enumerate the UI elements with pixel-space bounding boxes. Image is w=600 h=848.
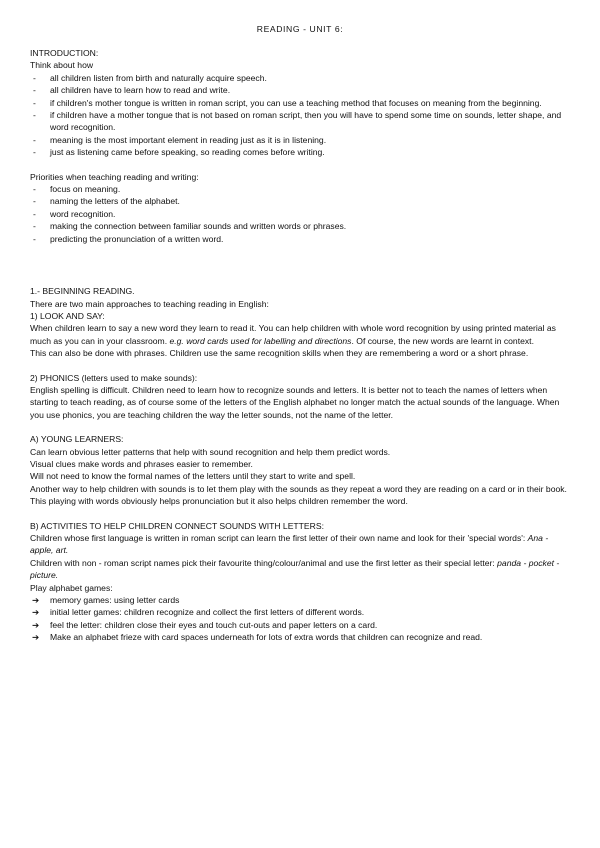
dash-marker: - (33, 184, 36, 195)
list-item: - just as listening came before speaking, so reading comes before writing. (33, 147, 325, 158)
young-line: Can learn obvious letter patterns that help with sound recognition and help them predict words. (30, 446, 391, 457)
young-line: This playing with words obviously helps pronunciation but it also helps children remember the word. (30, 496, 408, 507)
phonics-heading: 2) PHONICS (letters used to make sounds): (30, 372, 198, 383)
alphabet-games-list (30, 594, 570, 644)
intro-lead: Think about how (30, 60, 94, 71)
list-item: - predicting the pronunciation of a written word. (33, 233, 224, 244)
dash-marker: - (33, 85, 36, 96)
activities-paragraph-1: Children whose first language is written in roman script can learn the first letter of their own name and look for their 'special words': Ana - apple, art. (30, 533, 549, 556)
dash-marker: - (33, 233, 36, 244)
list-item: - all children listen from birth and naturally acquire speech. (33, 72, 267, 83)
look-say-paragraph: When children learn to say a new word they learn to read it. You can help children with whole word recognition by using printed material as much as you can in your classroom. e.g. word cards used for labelling and directions. Of course, the new words are learnt in context. (30, 323, 556, 346)
dash-marker: - (33, 72, 36, 83)
beginning-lead: There are two main approaches to teaching reading in English: (30, 298, 269, 309)
look-say-phrases: This can also be done with phrases. Children use the same recognition skills when they are remembering a word or a short phrase. (30, 348, 529, 359)
list-item: ➔ initial letter games: children recognize and collect the first letters of different words. (32, 607, 365, 618)
young-line: Visual clues make words and phrases easier to remember. (30, 458, 253, 469)
activities-heading: B) ACTIVITIES TO HELP CHILDREN CONNECT SOUNDS WITH LETTERS: (30, 520, 324, 531)
list-item: - word recognition. (33, 208, 116, 219)
dash-marker: - (33, 196, 36, 207)
activities-paragraph-2: Children with non - roman script names pick their favourite thing/colour/animal and use the first letter as their special letter: panda - pocket - picture. (30, 557, 560, 581)
list-item: - all children have to learn how to read and write. (33, 85, 231, 96)
arrow-icon: ➔ (32, 619, 40, 630)
arrow-icon: ➔ (32, 595, 40, 606)
dash-marker: - (33, 110, 36, 121)
alphabet-games-lead: Play alphabet games: (30, 582, 113, 593)
list-item: ➔ Make an alphabet frieze with card spaces underneath for lots of extra words that children can recognize and read. (32, 632, 483, 643)
dash-marker: - (33, 97, 36, 108)
list-item: ➔ feel the letter: children close their eyes and touch cut-outs and paper letters on a card. (32, 619, 378, 630)
list-item: - meaning is the most important element in reading just as it is in listening. (33, 134, 327, 145)
document-body (30, 47, 570, 644)
dash-marker: - (33, 134, 36, 145)
beginning-heading: 1.- BEGINNING READING. (30, 286, 135, 297)
intro-list (30, 72, 570, 159)
dash-marker: - (33, 221, 36, 232)
phonics-paragraph: English spelling is difficult. Children need to learn how to recognize sounds and letters. It is better not to teach the names of letters when starting to teach reading, as of course some of the letters of the English alphabet no longer match the actual sounds of the language. When you use phonics, you are teaching children the way the letter sounds, not the name of the letter. (30, 384, 560, 420)
young-line: Will not need to know the formal names of the letters until they start to write and spell. (30, 471, 356, 482)
dash-marker: - (33, 208, 36, 219)
page-title: READING - UNIT 6: (256, 24, 344, 34)
list-item: ➔ memory games: using letter cards (32, 595, 180, 606)
list-item: - if children have a mother tongue that is not based on roman script, then you will have to spend some time on sounds, letter shape, and word recognition. (33, 110, 562, 133)
list-item: - naming the letters of the alphabet. (33, 196, 180, 207)
arrow-icon: ➔ (32, 607, 40, 618)
list-item: - making the connection between familiar sounds and written words or phrases. (33, 221, 347, 232)
young-line: Another way to help children with sounds is to let them play with the sounds as they repeat a word they are reading on a card or in their book. (30, 483, 567, 494)
young-learners-heading: A) YOUNG LEARNERS: (30, 434, 124, 445)
intro-heading: INTRODUCTION: (30, 48, 99, 58)
dash-marker: - (33, 147, 36, 158)
list-item: - focus on meaning. (33, 184, 121, 195)
look-say-heading: 1) LOOK AND SAY: (30, 310, 105, 321)
arrow-icon: ➔ (32, 632, 40, 643)
list-item: - if children's mother tongue is written in roman script, you can use a teaching method that focuses on meaning from the beginning. (33, 97, 542, 108)
priorities-list (30, 183, 570, 245)
priorities-lead: Priorities when teaching reading and writing: (30, 171, 199, 182)
